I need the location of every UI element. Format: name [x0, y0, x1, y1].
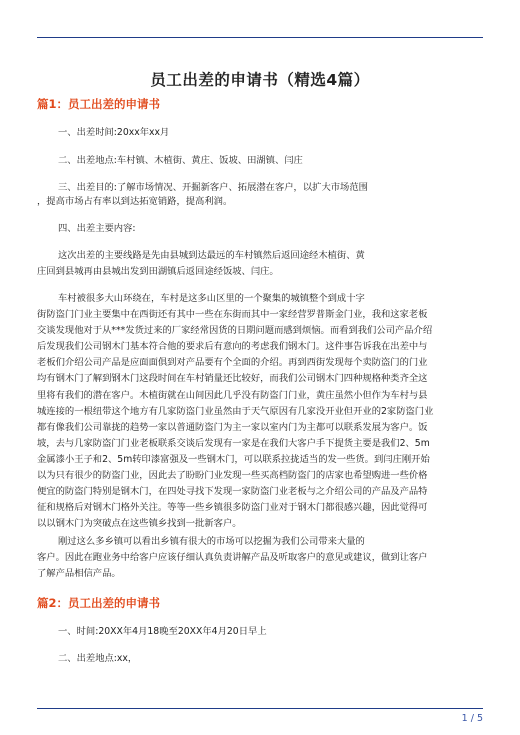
paragraph-route-cont — [37, 264, 483, 280]
page-indicator: 1 / 5 — [461, 713, 483, 724]
paragraph-line: 庄回到县城再由县城出发到田湖镇后返回途经饭坡、闫庄。 — [37, 266, 279, 277]
paragraph-line: 都有像我们公司靠拢的趋势一家以普通防盗门为主一家以室内门为主都可以联系发展为客户。饭 — [37, 421, 428, 433]
paragraph-line: 这次出差的主要线路是先由县城到达最远的车村镇然后返回途经木植街、黄 — [58, 250, 365, 261]
paragraph-conclusion — [37, 534, 483, 582]
paragraph-line: 征和规格后对钢木门格外关注。等等一些乡镇很多防盗门业对于钢木门都很感兴趣，因此觉得可 — [37, 502, 428, 514]
section-heading-2: 篇2：员工出差的申请书 — [37, 596, 161, 610]
paragraph-route — [37, 248, 483, 264]
paragraph-line: 车村被很多大山环绕在，车村是这多山区里的一个聚集的城镇整个到成十字 — [58, 293, 365, 304]
paragraph-line: 交谈发现他对于从***发货过来的厂家经常因货的日期问题而感到烦恼。而看到我们公司产品介绍 — [37, 325, 433, 337]
paragraph-line: 街防盗门门业主要集中在西街还有其中一些在东街而其中一家经营罗普斯金门业，我和这家老板 — [37, 309, 428, 321]
s2-time-line: 一、时间:20XX年4月18晚至20XX年4月20日早上 — [58, 626, 267, 637]
paragraph-line: 客户。因此在跑业务中给客户应该仔细认真负责讲解产品及听取客户的意见或建议，做到让客户 — [37, 552, 428, 564]
paragraph-line: 均有钢木门了解到钢木门这段时间在车村销量还比较好，而我们公司钢木门四种规格种类齐全这 — [37, 373, 428, 385]
paragraph-line: 了解产品相信产品。 — [37, 568, 121, 580]
s1-purpose-line-cont: ，提高市场占有率以到达拓宽销路，提高利润。 — [37, 196, 233, 207]
paragraph-line: 刚过这么多乡镇可以看出乡镇有很大的市场可以挖掘为我们公司带来大量的 — [58, 536, 365, 547]
paragraph-line: 老板们介绍公司产品是应面面俱到对产品要有个全面的介绍。再到西街发现每个卖防盗门的门业 — [37, 357, 428, 369]
section-heading-1: 篇1：员工出差的申请书 — [37, 97, 161, 111]
paragraph-line: 后发现我们公司钢木门基本符合他的要求后有意向的考虑我们钢木门。这件事告诉我在出差中与 — [37, 341, 428, 353]
paragraph-line: 以为只有很少的防盗门业，因此去了盼盼门业发现一些买高档防盗门的店家也希望购进一些价格 — [37, 470, 428, 482]
s1-time-line: 一、出差时间:20xx年xx月 — [58, 127, 170, 138]
footer-rule — [37, 708, 483, 709]
s1-purpose-line: 三、出差目的:了解市场情况、开掘新客户、拓展潜在客户，以扩大市场范围 — [58, 182, 368, 193]
paragraph-line: 里将有我们的潜在客户。木植街就在山间因此几乎没有防盗门门业，黄庄虽然小但作为车村与县 — [37, 389, 428, 401]
paragraph-line: 以以钢木门为突破点在这些镇乡找到一批新客户。 — [37, 518, 242, 530]
header-rule — [37, 37, 483, 38]
s1-place-line: 二、出差地点:车村镇、木植街、黄庄、饭坡、田湖镇、闫庄 — [58, 155, 303, 166]
paragraph-line: 金属漆小王子和2、5m转印漆富强及一些钢木门，可以联系拉拢适当的发一些货。到闫庄刚开始 — [37, 453, 430, 465]
paragraph-line: 便宜的防盗门特别是钢木门，在四处寻找下发现一家防盗门业老板与之介绍公司的产品及产品特 — [37, 486, 428, 498]
paragraph-line: 坡，去与几家防盗门门业老板联系交谈后发现有一家是在我们大客户手下提货主要是我们2、5m — [37, 437, 430, 449]
paragraph-line: 城连接的一根纽带这个地方有几家防盗门业虽然由于天气原因有几家没开业但开业的2家防盗门业 — [37, 405, 434, 417]
document-title: 员工出差的申请书（精选4篇） — [150, 71, 370, 89]
paragraph-market-details — [37, 291, 483, 532]
s1-content-heading: 四、出差主要内容: — [58, 223, 136, 234]
s2-place-line: 二、出差地点:xx， — [58, 653, 138, 664]
